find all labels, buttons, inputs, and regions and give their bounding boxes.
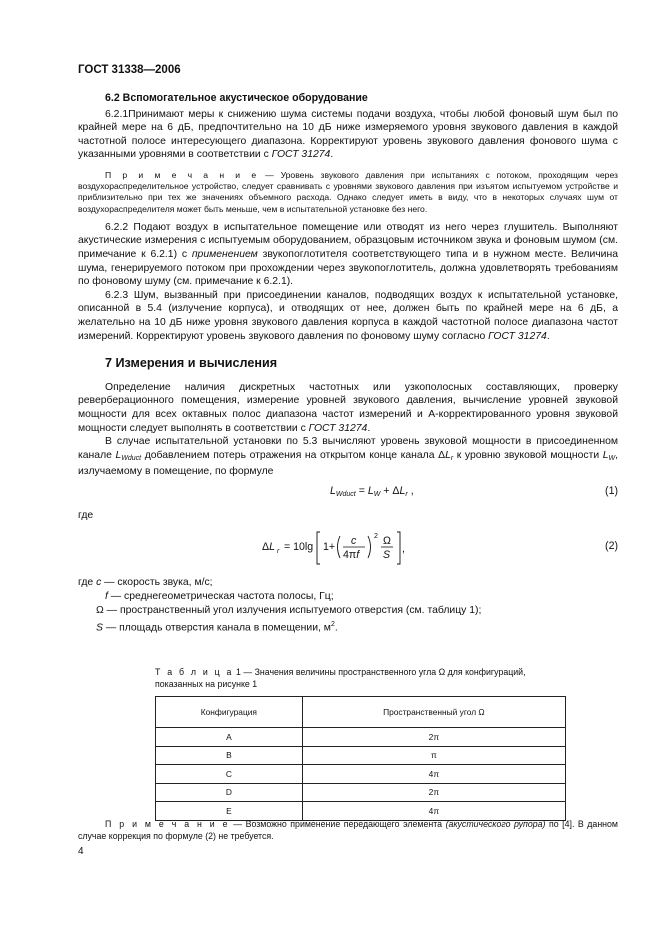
table-row: B π <box>156 746 566 765</box>
svg-text:r: r <box>277 548 280 556</box>
paragraph-6-2-3: 6.2.3 Шум, вызванный при присоединении каналов, подводящих воздух к испытательной установке, описанной в 5.4 (излучение корпуса), и отводящих от нее, должен быть по крайней мере на 6 дБ, а желательно на 10 дБ ниже уровня звукового давления корпуса в каждой частотной полосе диапазона частот измерений. Корректируют уровень звукового давления по фоновому шуму согласно ГОСТ 31274. <box>78 289 618 342</box>
formula-1-row <box>78 479 618 509</box>
svg-text:S: S <box>383 549 391 562</box>
formula-1-number: (1) <box>605 484 618 497</box>
table-header-configuration: Конфигурация <box>156 697 303 728</box>
definition-c: где c — скорость звука, м/с; <box>78 577 213 589</box>
table-header-solid-angle: Пространственный угол Ω <box>302 697 565 728</box>
table-row: D 2π <box>156 783 566 802</box>
table-header-row <box>156 697 566 728</box>
note-6-2-1: П р и м е ч а н и е — Уровень звукового давления при испытаниях с потоком, проходящим через воздухораспределительное устройство, следует сравнивать с уровнями звукового давления при изъятом испытуемом устройстве и приблизительно при тех же значениях объемного расхода. Однако следует иметь в виду, что в некоторых случаях шум от воздухораспределителя может быть меньше, чем в испытательной установке без него. <box>78 169 618 214</box>
table-row: E 4π <box>156 802 566 821</box>
formula-2 <box>262 526 522 570</box>
svg-text:c: c <box>351 535 357 548</box>
definition-omega: Ω — пространственный угол излучения испытуемого отверстия (см. таблицу 1); <box>96 605 482 617</box>
formula-2-row <box>78 524 618 570</box>
symbol-definitions <box>78 576 618 635</box>
definition-s: S — площадь отверстия канала в помещении, $м^2$. <box>96 621 338 634</box>
main-content <box>78 92 618 636</box>
paragraph-6-2-1: 6.2.1Принимают меры к снижению шума системы подачи воздуха, чтобы любой фоновый шум был по крайней мере на 6 дБ, предпочтительно на 10 дБ ниже измеряемого уровня звукового давления в каждой частотной полосе интересующего диапазона. Корректируют уровень звукового давления фонового шума с указанными уровнями в соответствии с ГОСТ 31274. <box>78 108 618 161</box>
where-label: где <box>78 509 94 521</box>
svg-text:2: 2 <box>374 533 378 541</box>
svg-text:ΔL: ΔL <box>262 541 275 554</box>
table-1-caption: Т а б л и ц а 1 — Значения величины пространственного угла Ω для конфигураций, показанных на рисунке 1 <box>155 667 526 689</box>
svg-text:= 10lg: = 10lg <box>284 541 314 554</box>
paragraph-6-2-2: 6.2.2 Подают воздух в испытательное помещение или отводят из него через глушитель. Выполняют акустические измерения с испытуемым оборудованием, образцовым источником звука и фоновым шумом (см. примечание к 6.2.1) с применением звукопоглотителя соответствующего типа и в нужном месте. Величина шума, генерируемого потоком при прохождении через звукопоглотитель, должна удовлетворять требованиям по фоновому шуму (см. примечание к 6.2.1). <box>78 221 618 288</box>
table-1 <box>155 696 566 821</box>
svg-text:,: , <box>402 543 405 556</box>
formula-2-number: (2) <box>605 540 618 553</box>
table-row: A 2π <box>156 728 566 747</box>
formula-1: $L_{Wduct} = L_W + \Delta L_r$ , <box>330 484 414 498</box>
paragraph-7-1: Определение наличия дискретных частотных или узкополосных составляющих, проверку реверберационного помещения, измерение уровней звукового давления, вычисление уровней звуковой мощности для всех октавных полос диапазона частот измерений и А-корректированного уровня звуковой мощности следует выполнять в соответствии с ГОСТ 31274. <box>78 381 618 434</box>
paragraph-7-2: В случае испытательной установки по 5.3 вычисляют уровень звуковой мощности в присоединенном канале $L_{Wduct}$ добавлением потерь отражения на открытом конце канала $\Delta L_r$ к уровню звуковой мощности $L_W$, излучаемому в помещение, по формуле <box>78 436 619 478</box>
svg-text:4πf: 4πf <box>343 549 360 562</box>
svg-text:1+: 1+ <box>323 541 336 554</box>
svg-text:Ω: Ω <box>383 535 391 548</box>
standard-header: ГОСТ 31338—2006 <box>78 64 181 76</box>
definition-f: f — среднегеометрическая частота полосы, Гц; <box>105 591 334 603</box>
section-7-title: 7 Измерения и вычисления <box>105 356 278 371</box>
section-6-2-title: 6.2 Вспомогательное акустическое оборудование <box>105 92 368 104</box>
table-row: C 4π <box>156 765 566 784</box>
page-number: 4 <box>78 846 84 857</box>
table-1-note: П р и м е ч а н и е — Возможно применение передающего элемента (акустического рупора) по [4]. В данном случае коррекция по формуле (2) не требуется. <box>78 819 618 841</box>
